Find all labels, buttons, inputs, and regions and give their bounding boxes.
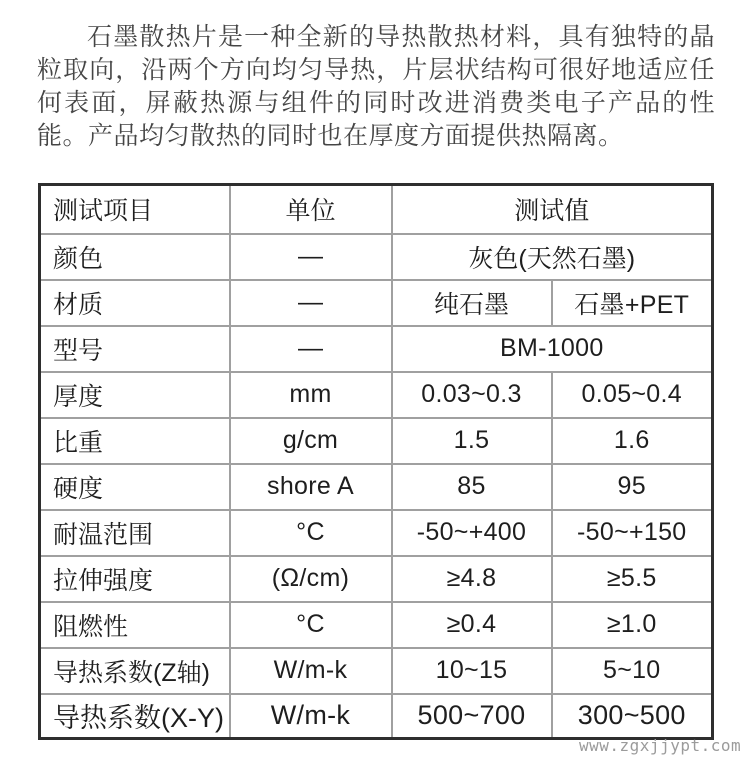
row-value-2: -50~+150 (552, 510, 713, 556)
header-unit: 单位 (230, 185, 392, 234)
row-value-2: 5~10 (552, 648, 713, 694)
row-label: 型号 (40, 326, 230, 372)
row-unit: — (230, 326, 392, 372)
table-row-specific-gravity (40, 418, 713, 464)
row-value-2: 石墨+PET (552, 280, 713, 326)
row-value-span: 灰色(天然石墨) (392, 234, 713, 280)
table-header-row (40, 185, 713, 234)
row-label: 阻燃性 (40, 602, 230, 648)
row-unit: °C (230, 602, 392, 648)
row-label: 材质 (40, 280, 230, 326)
table-row-model (40, 326, 713, 372)
row-value-1: ≥4.8 (392, 556, 552, 602)
row-unit: (Ω/cm) (230, 556, 392, 602)
table-row-hardness (40, 464, 713, 510)
row-label: 拉伸强度 (40, 556, 230, 602)
row-unit: °C (230, 510, 392, 556)
row-value-2: 0.05~0.4 (552, 372, 713, 418)
row-value-2: 1.6 (552, 418, 713, 464)
table-row-thermal-conductivity-z (40, 648, 713, 694)
watermark: www.zgxjjypt.com (579, 736, 742, 755)
row-value-1: 85 (392, 464, 552, 510)
row-value-2: 95 (552, 464, 713, 510)
row-value-1: 10~15 (392, 648, 552, 694)
row-unit: shore A (230, 464, 392, 510)
table-row-thermal-conductivity-xy (40, 694, 713, 739)
row-value-1: 纯石墨 (392, 280, 552, 326)
row-label: 导热系数(Z轴) (40, 648, 230, 694)
row-value-2: ≥5.5 (552, 556, 713, 602)
table-row-material (40, 280, 713, 326)
row-value-1: 0.03~0.3 (392, 372, 552, 418)
row-value-2: 300~500 (552, 694, 713, 739)
row-unit: mm (230, 372, 392, 418)
header-test-item: 测试项目 (40, 185, 230, 234)
row-value-2: ≥1.0 (552, 602, 713, 648)
table-row-color (40, 234, 713, 280)
row-value-1: -50~+400 (392, 510, 552, 556)
row-label: 硬度 (40, 464, 230, 510)
header-test-value: 测试值 (392, 185, 713, 234)
spec-table (38, 183, 714, 740)
row-value-1: 1.5 (392, 418, 552, 464)
row-value-1: 500~700 (392, 694, 552, 739)
table-row-flame-retardancy (40, 602, 713, 648)
intro-paragraph: 石墨散热片是一种全新的导热散热材料，具有独特的晶粒取向，沿两个方向均匀导热，片层状结构可很好地适应任何表面，屏蔽热源与组件的同时改进消费类电子产品的性能。产品均匀散热的同时也在厚度方面提供热隔离。 (37, 23, 715, 150)
row-label: 比重 (40, 418, 230, 464)
table-row-thickness (40, 372, 713, 418)
row-label: 颜色 (40, 234, 230, 280)
row-unit: g/cm (230, 418, 392, 464)
table-row-temperature-range (40, 510, 713, 556)
row-unit: W/m-k (230, 694, 392, 739)
row-label: 导热系数(X-Y) (40, 694, 230, 739)
row-unit: W/m-k (230, 648, 392, 694)
row-label: 厚度 (40, 372, 230, 418)
row-label: 耐温范围 (40, 510, 230, 556)
row-value-span: BM-1000 (392, 326, 713, 372)
row-value-1: ≥0.4 (392, 602, 552, 648)
table-row-tensile-strength (40, 556, 713, 602)
row-unit: — (230, 280, 392, 326)
row-unit: — (230, 234, 392, 280)
